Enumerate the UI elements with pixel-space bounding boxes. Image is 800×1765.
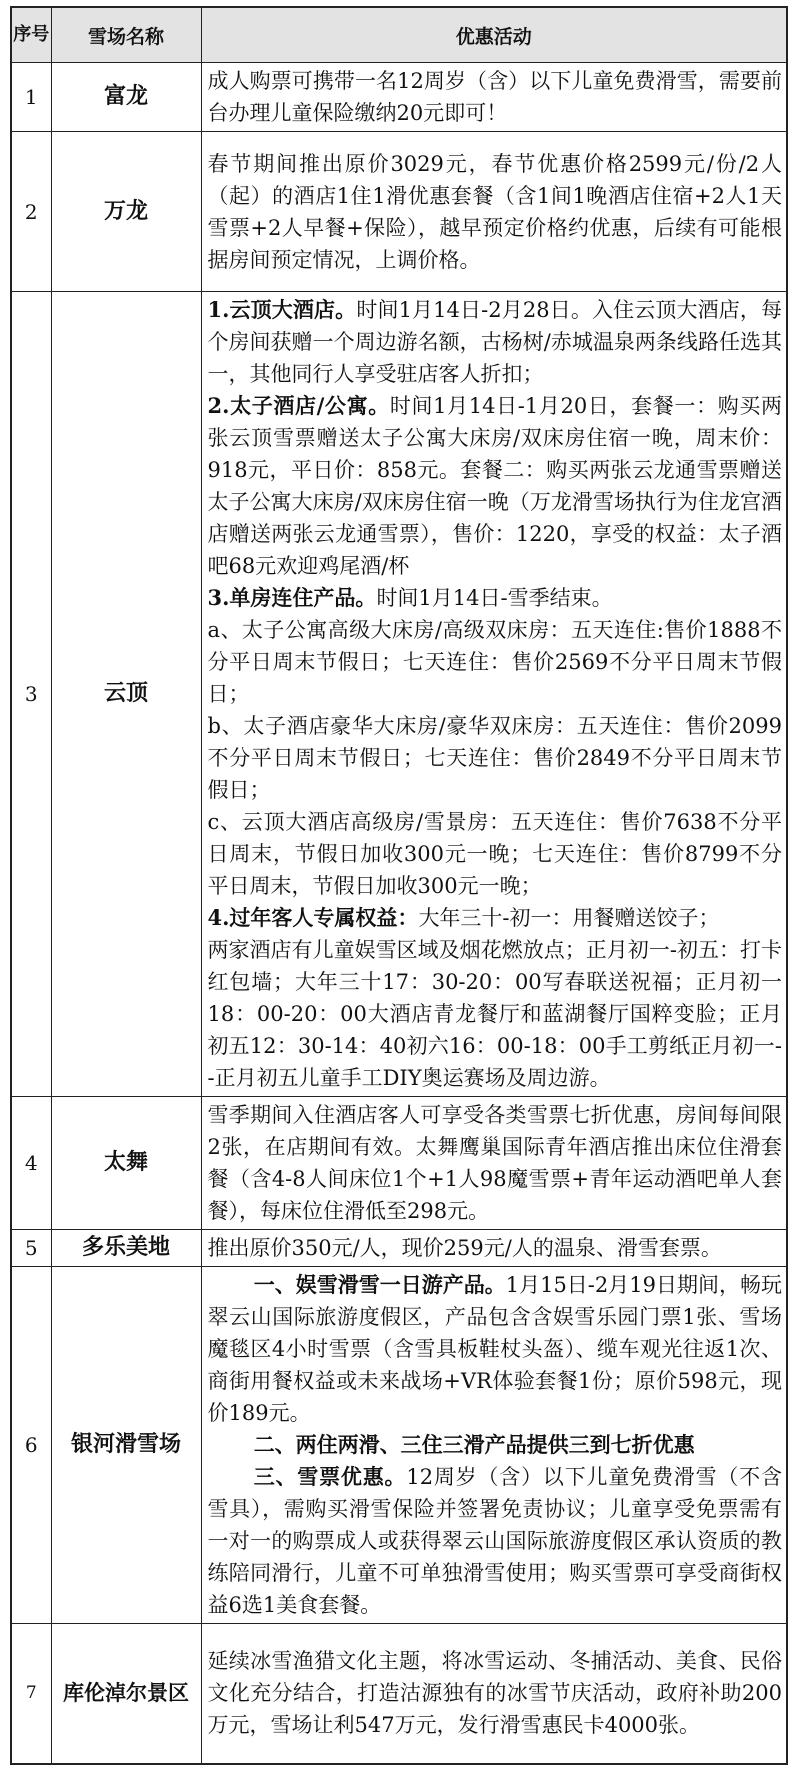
promo-item-text: 时间1月14日-1月20日，套餐一：购买两张云顶雪票赠送太子公寓大床房/双床房住宿一晚，周末价：918元，平日价：858元。套餐二：购买两张云龙通雪票赠送太子公寓大床房/双床房住宿一晚（万龙滑雪场执行为住龙宫酒店赠送两张云龙通雪票），售价：1220，享受的权益：太子酒吧68元欢迎鸡尾酒/杯 [207, 394, 782, 578]
table-row [11, 1230, 787, 1267]
promo-item-text: 时间1月14日-2月28日。入住云顶大酒店，每个房间获赠一个周边游名额，古杨树/赤城温泉两条线路任选其一，其他同行人享受驻店客人折扣； [207, 298, 782, 386]
promo-cell [201, 63, 787, 132]
promo-item-text: b、太子酒店豪华大床房/豪华双床房：五天连住：售价2099不分平日周末节假日；七天连住：售价2849不分平日周末节假日； [207, 714, 782, 802]
resort-name: 富龙 [51, 63, 201, 132]
resort-name: 太舞 [51, 1097, 201, 1230]
promo-item-title: 2.太子酒店/公寓。 [207, 393, 390, 418]
promo-sub-c [208, 806, 783, 902]
promo-paragraph: 雪季期间入住酒店客人可享受各类雪票七折优惠，房间每间限2张，在店期间有效。太舞鹰巢国际青年酒店推出床位住滑套餐（含4-8人间床位1个+1人98魔雪票+青年运动酒吧单人套餐），每床位住滑低至298元。 [207, 1103, 782, 1223]
promo-item-3 [208, 582, 783, 614]
resort-name: 库伦淖尔景区 [51, 1624, 201, 1764]
row-number: 6 [11, 1267, 51, 1624]
promo-item-text: c、云顶大酒店高级房/雪景房：五天连住：售价7638不分平日周末，节假日加收300元一晚；七天连住：售价8799不分平日周末，节假日加收300元一晚； [207, 810, 782, 898]
promo-item-text: a、太子公寓高级大床房/高级双床房：五天连住:售价1888不分平日周末节假日；七天连住：售价2569不分平日周末节假日； [207, 618, 782, 706]
promo-item-title: 3.单房连住产品。 [207, 585, 377, 610]
promo-sub-a [208, 614, 783, 710]
promo-item-1 [208, 294, 783, 390]
promo-paragraph: 推出原价350元/人，现价259元/人的温泉、滑雪套票。 [207, 1236, 722, 1260]
table-header-row [11, 7, 787, 63]
promo-item-3 [208, 1461, 783, 1621]
row-number: 4 [11, 1097, 51, 1230]
resort-name: 多乐美地 [51, 1230, 201, 1267]
row-number: 2 [11, 132, 51, 292]
promo-item-title: 三、雪票优惠。 [253, 1464, 407, 1489]
promo-item-title: 一、娱雪滑雪一日游产品。 [253, 1272, 506, 1297]
promo-cell [201, 1624, 787, 1764]
table-row [11, 1097, 787, 1230]
promo-cell [201, 1230, 787, 1267]
promo-item-title: 1.云顶大酒店。 [207, 297, 357, 322]
resort-name: 云顶 [51, 292, 201, 1097]
header-no: 序号 [11, 7, 51, 63]
table-row [11, 1624, 787, 1764]
header-name: 雪场名称 [51, 7, 201, 63]
promo-item-2 [208, 390, 783, 582]
promo-cell [201, 1097, 787, 1230]
table-row [11, 132, 787, 292]
table-row [11, 63, 787, 132]
row-number: 7 [11, 1624, 51, 1764]
row-number: 3 [11, 292, 51, 1097]
resort-name: 万龙 [51, 132, 201, 292]
promo-item-1 [208, 1269, 783, 1429]
header-promo: 优惠活动 [201, 7, 787, 63]
promo-item-text: 时间1月14日-雪季结束。 [376, 586, 613, 610]
promo-item-text: 两家酒店有儿童娱雪区域及烟花燃放点；正月初一-初五：打卡红包墙；大年三十17：30-20：00写春联送祝福；正月初一18：00-20：00大酒店青龙餐厅和蓝湖餐厅国粹变脸；正月初五12：30-14：40初六16：00-18：00手工剪纸正月初一--正月初五儿童手工DIY奥运赛场及周边游。 [207, 938, 782, 1090]
promo-sub-b [208, 710, 783, 806]
promo-paragraph: 成人购票可携带一名12周岁（含）以下儿童免费滑雪，需要前台办理儿童保险缴纳20元即可！ [207, 69, 782, 125]
table-row [11, 292, 787, 1097]
promo-item-4 [208, 902, 783, 934]
promo-cell [201, 1267, 787, 1624]
promo-item-text: 12周岁（含）以下儿童免费滑雪（不含雪具），需购买滑雪保险并签署免责协议；儿童享受免票需有一对一的购票成人或获得翠云山国际旅游度假区承认资质的教练陪同滑行，儿童不可单独滑雪使用；购买雪票可享受商街权益6选1美食套餐。 [207, 1465, 782, 1617]
table-row [11, 1267, 787, 1624]
promo-paragraph: 春节期间推出原价3029元，春节优惠价格2599元/份/2人（起）的酒店1住1滑优惠套餐（含1间1晚酒店住宿+2人1天雪票+2人早餐+保险），越早预定价格约优惠，后续有可能根据房间预定情况，上调价格。 [207, 151, 782, 272]
promo-paragraph: 延续冰雪渔猎文化主题，将冰雪运动、冬捕活动、美食、民俗文化充分结合，打造沽源独有的冰雪节庆活动，政府补助200万元，雪场让利547万元，发行滑雪惠民卡4000张。 [207, 1649, 782, 1738]
resort-name: 银河滑雪场 [51, 1267, 201, 1624]
promo-item-text: 大年三十-初一：用餐赠送饺子； [418, 906, 720, 930]
promo-item-title: 二、两住两滑、三住三滑产品提供三到七折优惠 [253, 1432, 695, 1457]
promo-item-2 [208, 1429, 783, 1461]
promo-cell [201, 292, 787, 1097]
promo-cell [201, 132, 787, 292]
promo-item-text: 1月15日-2月19日期间，畅玩翠云山国际旅游度假区，产品包含含娱雪乐园门票1张、雪场魔毯区4小时雪票（含雪具板鞋杖头盔）、缆车观光往返1次、商街用餐权益或未来战场+VR体验套餐1份；原价598元，现价189元。 [207, 1273, 783, 1425]
row-number: 5 [11, 1230, 51, 1267]
row-number: 1 [11, 63, 51, 132]
promo-item-extra [208, 934, 783, 1094]
promotion-table [10, 6, 788, 1765]
promo-item-title: 4.过年客人专属权益： [207, 905, 419, 930]
